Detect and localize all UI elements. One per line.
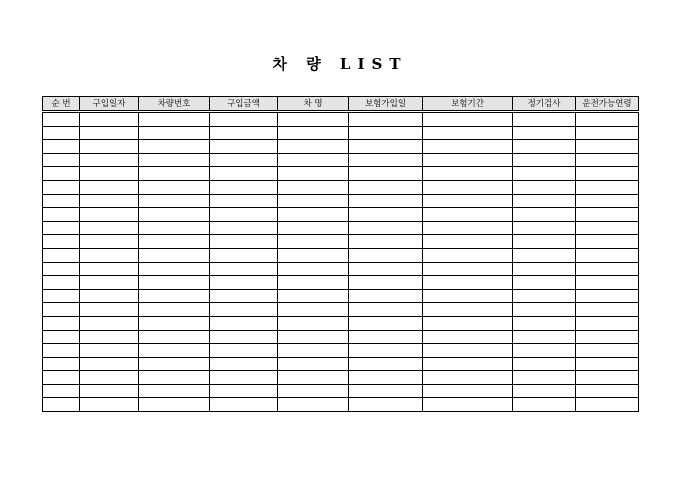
- table-cell[interactable]: [513, 221, 576, 235]
- table-cell[interactable]: [210, 235, 278, 249]
- column-header-insurance-date: 보험가입일: [349, 97, 423, 112]
- table-row: [43, 344, 639, 358]
- table-cell[interactable]: [349, 167, 423, 181]
- table-cell[interactable]: [80, 276, 139, 290]
- table-cell[interactable]: [278, 194, 349, 208]
- vehicle-list-table: [42, 96, 639, 412]
- table-cell[interactable]: [513, 330, 576, 344]
- column-header-purchase-amount: 구입금액: [210, 97, 278, 112]
- table-cell[interactable]: [139, 153, 210, 167]
- table-cell[interactable]: [80, 330, 139, 344]
- table-cell[interactable]: [349, 112, 423, 127]
- table-cell[interactable]: [210, 262, 278, 276]
- table-cell[interactable]: [423, 303, 513, 317]
- table-cell[interactable]: [80, 384, 139, 398]
- table-cell[interactable]: [139, 140, 210, 154]
- table-row: [43, 140, 639, 154]
- table-cell[interactable]: [43, 194, 80, 208]
- table-cell[interactable]: [349, 248, 423, 262]
- table-cell[interactable]: [423, 221, 513, 235]
- table-cell[interactable]: [278, 153, 349, 167]
- table-cell[interactable]: [576, 371, 639, 385]
- table-cell[interactable]: [576, 276, 639, 290]
- table-cell[interactable]: [576, 384, 639, 398]
- table-row: [43, 398, 639, 412]
- table-cell[interactable]: [349, 153, 423, 167]
- table-cell[interactable]: [43, 140, 80, 154]
- table-cell[interactable]: [278, 276, 349, 290]
- table-cell[interactable]: [139, 398, 210, 412]
- table-cell[interactable]: [210, 180, 278, 194]
- table-cell[interactable]: [513, 357, 576, 371]
- header-row: [43, 97, 639, 112]
- table-cell[interactable]: [139, 316, 210, 330]
- table-cell[interactable]: [210, 276, 278, 290]
- table-cell[interactable]: [423, 371, 513, 385]
- table-cell[interactable]: [80, 398, 139, 412]
- table-cell[interactable]: [139, 384, 210, 398]
- table-cell[interactable]: [43, 235, 80, 249]
- column-header-driver-age: 운전가능연령: [576, 97, 639, 112]
- table-cell[interactable]: [423, 384, 513, 398]
- table-cell[interactable]: [210, 330, 278, 344]
- column-header-vehicle-number: 차량번호: [139, 97, 210, 112]
- table-cell[interactable]: [210, 371, 278, 385]
- table-cell[interactable]: [278, 208, 349, 222]
- table-cell[interactable]: [80, 344, 139, 358]
- table-cell[interactable]: [513, 248, 576, 262]
- table-cell[interactable]: [513, 112, 576, 127]
- table-cell[interactable]: [423, 262, 513, 276]
- table-cell[interactable]: [43, 221, 80, 235]
- table-cell[interactable]: [278, 112, 349, 127]
- table-cell[interactable]: [349, 180, 423, 194]
- table-cell[interactable]: [576, 303, 639, 317]
- table-cell[interactable]: [43, 303, 80, 317]
- table-cell[interactable]: [576, 221, 639, 235]
- table-cell[interactable]: [80, 167, 139, 181]
- table-cell[interactable]: [423, 248, 513, 262]
- table-cell[interactable]: [513, 140, 576, 154]
- table-cell[interactable]: [576, 180, 639, 194]
- table-cell[interactable]: [576, 112, 639, 127]
- table-cell[interactable]: [210, 208, 278, 222]
- table-cell[interactable]: [423, 112, 513, 127]
- table-cell[interactable]: [139, 371, 210, 385]
- table-cell[interactable]: [278, 316, 349, 330]
- table-cell[interactable]: [210, 140, 278, 154]
- table-cell[interactable]: [80, 303, 139, 317]
- table-cell[interactable]: [423, 235, 513, 249]
- table-cell[interactable]: [139, 235, 210, 249]
- table-cell[interactable]: [349, 398, 423, 412]
- table-cell[interactable]: [43, 357, 80, 371]
- table-cell[interactable]: [278, 398, 349, 412]
- table-cell[interactable]: [576, 316, 639, 330]
- table-row: [43, 276, 639, 290]
- table-row: [43, 180, 639, 194]
- table-cell[interactable]: [43, 384, 80, 398]
- table-cell[interactable]: [349, 194, 423, 208]
- table-cell[interactable]: [80, 357, 139, 371]
- table-cell[interactable]: [278, 126, 349, 140]
- table-cell[interactable]: [43, 371, 80, 385]
- table-cell[interactable]: [423, 126, 513, 140]
- table-cell[interactable]: [43, 180, 80, 194]
- table-cell[interactable]: [349, 384, 423, 398]
- table-cell[interactable]: [513, 344, 576, 358]
- table-row: [43, 248, 639, 262]
- column-header-purchase-date: 구입일자: [80, 97, 139, 112]
- table-cell[interactable]: [80, 289, 139, 303]
- table-cell[interactable]: [513, 208, 576, 222]
- table-cell[interactable]: [80, 235, 139, 249]
- table-cell[interactable]: [423, 194, 513, 208]
- table-row: [43, 371, 639, 385]
- table-cell[interactable]: [513, 194, 576, 208]
- table-cell[interactable]: [43, 344, 80, 358]
- table-cell[interactable]: [43, 330, 80, 344]
- table-cell[interactable]: [278, 289, 349, 303]
- table-cell[interactable]: [576, 398, 639, 412]
- table-cell[interactable]: [43, 167, 80, 181]
- table-row: [43, 167, 639, 181]
- table-cell[interactable]: [80, 316, 139, 330]
- table-cell[interactable]: [210, 398, 278, 412]
- table-cell[interactable]: [139, 194, 210, 208]
- table-cell[interactable]: [139, 248, 210, 262]
- table-cell[interactable]: [80, 262, 139, 276]
- table-cell[interactable]: [576, 357, 639, 371]
- table-cell[interactable]: [349, 316, 423, 330]
- table-cell[interactable]: [513, 276, 576, 290]
- table-cell[interactable]: [139, 208, 210, 222]
- table-cell[interactable]: [423, 344, 513, 358]
- table-cell[interactable]: [349, 344, 423, 358]
- table-cell[interactable]: [423, 153, 513, 167]
- table-cell[interactable]: [513, 262, 576, 276]
- table-cell[interactable]: [43, 153, 80, 167]
- table-cell[interactable]: [210, 194, 278, 208]
- table-cell[interactable]: [210, 289, 278, 303]
- table-cell[interactable]: [43, 276, 80, 290]
- table-cell[interactable]: [278, 357, 349, 371]
- table-cell[interactable]: [210, 221, 278, 235]
- table-cell[interactable]: [576, 140, 639, 154]
- table-cell[interactable]: [513, 167, 576, 181]
- table-row: [43, 330, 639, 344]
- table-cell[interactable]: [349, 371, 423, 385]
- table-cell[interactable]: [513, 371, 576, 385]
- table-cell[interactable]: [576, 194, 639, 208]
- table-cell[interactable]: [210, 153, 278, 167]
- table-cell[interactable]: [43, 126, 80, 140]
- table-cell[interactable]: [278, 221, 349, 235]
- table-cell[interactable]: [139, 262, 210, 276]
- table-cell[interactable]: [80, 180, 139, 194]
- table-row: [43, 153, 639, 167]
- table-cell[interactable]: [43, 262, 80, 276]
- table-cell[interactable]: [513, 303, 576, 317]
- table-cell[interactable]: [513, 289, 576, 303]
- table-cell[interactable]: [43, 112, 80, 127]
- table-cell[interactable]: [80, 248, 139, 262]
- table-cell[interactable]: [349, 330, 423, 344]
- column-header-vehicle-name: 차 명: [278, 97, 349, 112]
- table-cell[interactable]: [349, 276, 423, 290]
- table-cell[interactable]: [576, 344, 639, 358]
- table-cell[interactable]: [349, 221, 423, 235]
- table-cell[interactable]: [576, 330, 639, 344]
- table-cell[interactable]: [210, 316, 278, 330]
- table-cell[interactable]: [278, 180, 349, 194]
- table-cell[interactable]: [278, 384, 349, 398]
- table-cell[interactable]: [80, 153, 139, 167]
- table-cell[interactable]: [80, 126, 139, 140]
- table-cell[interactable]: [80, 140, 139, 154]
- table-cell[interactable]: [80, 221, 139, 235]
- table-cell[interactable]: [139, 344, 210, 358]
- table-body: [43, 112, 639, 412]
- table-row: [43, 126, 639, 140]
- table-cell[interactable]: [349, 289, 423, 303]
- table-cell[interactable]: [210, 112, 278, 127]
- table-cell[interactable]: [278, 344, 349, 358]
- table-cell[interactable]: [576, 248, 639, 262]
- table-row: [43, 112, 639, 127]
- table-cell[interactable]: [513, 316, 576, 330]
- table-cell[interactable]: [43, 248, 80, 262]
- table-cell[interactable]: [349, 303, 423, 317]
- table-cell[interactable]: [278, 330, 349, 344]
- table-cell[interactable]: [278, 235, 349, 249]
- column-header-insurance-period: 보험기간: [423, 97, 513, 112]
- table-row: [43, 194, 639, 208]
- table-cell[interactable]: [278, 248, 349, 262]
- table-cell[interactable]: [513, 235, 576, 249]
- table-cell[interactable]: [423, 276, 513, 290]
- table-row: [43, 208, 639, 222]
- table-cell[interactable]: [80, 194, 139, 208]
- table-cell[interactable]: [139, 221, 210, 235]
- table-cell[interactable]: [423, 330, 513, 344]
- table-row: [43, 316, 639, 330]
- table-row: [43, 262, 639, 276]
- table-cell[interactable]: [139, 276, 210, 290]
- table-cell[interactable]: [80, 208, 139, 222]
- table-row: [43, 221, 639, 235]
- table-cell[interactable]: [349, 235, 423, 249]
- table-cell[interactable]: [278, 262, 349, 276]
- table-cell[interactable]: [278, 167, 349, 181]
- table-cell[interactable]: [349, 208, 423, 222]
- table-cell[interactable]: [349, 357, 423, 371]
- table-cell[interactable]: [139, 167, 210, 181]
- table-cell[interactable]: [513, 180, 576, 194]
- table-cell[interactable]: [80, 112, 139, 127]
- table-row: [43, 289, 639, 303]
- table-cell[interactable]: [349, 262, 423, 276]
- table-cell[interactable]: [513, 126, 576, 140]
- table-row: [43, 384, 639, 398]
- table-cell[interactable]: [576, 153, 639, 167]
- table-cell[interactable]: [139, 126, 210, 140]
- table-cell[interactable]: [513, 384, 576, 398]
- table-cell[interactable]: [278, 303, 349, 317]
- table-cell[interactable]: [576, 208, 639, 222]
- column-header-inspection: 정기검사: [513, 97, 576, 112]
- table-cell[interactable]: [423, 180, 513, 194]
- table-row: [43, 303, 639, 317]
- table-cell[interactable]: [423, 140, 513, 154]
- table-cell[interactable]: [423, 398, 513, 412]
- table-cell[interactable]: [210, 248, 278, 262]
- table-cell[interactable]: [576, 167, 639, 181]
- table-cell[interactable]: [210, 344, 278, 358]
- table-cell[interactable]: [43, 398, 80, 412]
- table-cell[interactable]: [423, 316, 513, 330]
- table-cell[interactable]: [139, 357, 210, 371]
- table-cell[interactable]: [576, 262, 639, 276]
- page-title: 차 량 LIST: [272, 55, 408, 73]
- table-cell[interactable]: [423, 289, 513, 303]
- table-cell[interactable]: [43, 316, 80, 330]
- table-cell[interactable]: [139, 303, 210, 317]
- table-cell[interactable]: [513, 398, 576, 412]
- table-cell[interactable]: [278, 140, 349, 154]
- table-cell[interactable]: [576, 289, 639, 303]
- table-cell[interactable]: [43, 208, 80, 222]
- table-cell[interactable]: [576, 126, 639, 140]
- table-cell[interactable]: [513, 153, 576, 167]
- table-cell[interactable]: [139, 180, 210, 194]
- table-cell[interactable]: [349, 126, 423, 140]
- table-cell[interactable]: [139, 112, 210, 127]
- table-cell[interactable]: [349, 140, 423, 154]
- table-cell[interactable]: [423, 167, 513, 181]
- table-cell[interactable]: [423, 357, 513, 371]
- table-cell[interactable]: [210, 357, 278, 371]
- table-cell[interactable]: [210, 167, 278, 181]
- table-cell[interactable]: [210, 384, 278, 398]
- table-cell[interactable]: [210, 126, 278, 140]
- table-cell[interactable]: [210, 303, 278, 317]
- table-cell[interactable]: [80, 371, 139, 385]
- table-cell[interactable]: [139, 330, 210, 344]
- table-cell[interactable]: [576, 235, 639, 249]
- table-cell[interactable]: [423, 208, 513, 222]
- table-cell[interactable]: [139, 289, 210, 303]
- table-row: [43, 357, 639, 371]
- column-header-number: 순 번: [43, 97, 80, 112]
- table-cell[interactable]: [278, 371, 349, 385]
- table-row: [43, 235, 639, 249]
- table-cell[interactable]: [43, 289, 80, 303]
